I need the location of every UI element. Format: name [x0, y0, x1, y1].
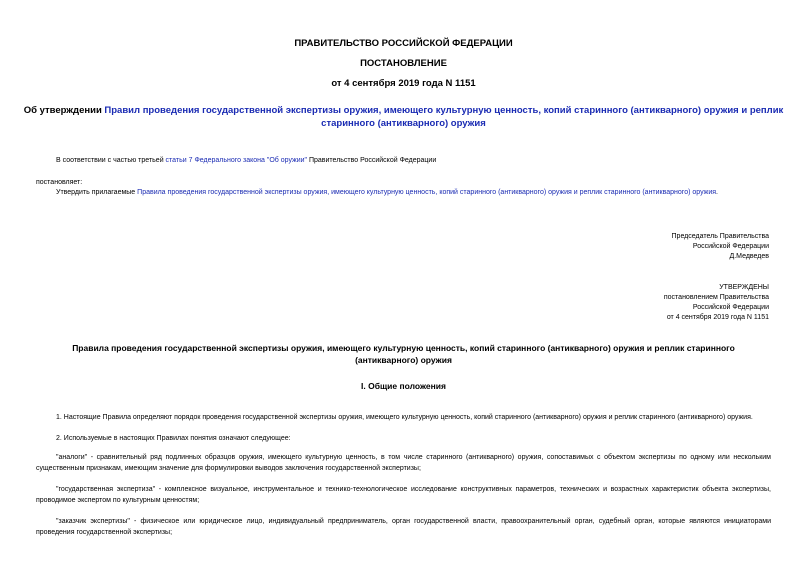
decree-rules-link[interactable]: Правила проведения государственной экспертизы оружия, имеющего культурную ценность, копий старинного (антикварного) оружия и реплик старинного (антикварного) оружия	[137, 189, 717, 196]
title-rules-link-continued[interactable]: старинного (антикварного) оружия	[321, 118, 486, 129]
paragraph-state-expertise: "государственная экспертиза" - комплексное визуальное, инструментальное и технико-технологическое исследование конструктивных параметров, технических и возрастных характеристик объекта экспертизы, проводимое экспертом по культурным ценностям;	[36, 486, 771, 504]
rules-title	[0, 342, 807, 366]
law-article-link[interactable]: статьи 7 Федерального закона "Об оружии"	[165, 157, 308, 164]
decree-text	[56, 188, 718, 198]
paragraph-1: 1. Настоящие Правила определяют порядок проведения государственной экспертизы оружия, имеющего культурную ценность, копий старинного (антикварного) оружия и реплик старинного (антикварного) оружия.	[56, 414, 753, 421]
paragraph-2: 2. Используемые в настоящих Правилах понятия означают следующее:	[56, 435, 291, 442]
decree-suffix: .	[716, 189, 718, 196]
rules-title-line1: Правила проведения государственной экспертизы оружия, имеющего культурную ценность, копий старинного (антикварного) оружия и реплик старинного	[72, 343, 735, 353]
approved-country: Российской Федерации	[692, 304, 769, 311]
approved-block	[664, 283, 769, 323]
decree-label: постановляет:	[36, 179, 83, 186]
approved-date-number: от 4 сентября 2019 года N 1151	[666, 314, 769, 321]
document-title	[0, 104, 807, 130]
title-rules-link[interactable]: Правил проведения государственной экспертизы оружия, имеющего культурную ценность, копий старинного (антикварного) оружия и реплик	[104, 105, 784, 116]
rules-title-line2: (антикварного) оружия	[355, 355, 452, 365]
approved-label: УТВЕРЖДЕНЫ	[719, 284, 769, 291]
preamble-prefix: В соответствии с частью третьей	[56, 157, 166, 164]
signature-block	[672, 232, 769, 262]
document-type: ПОСТАНОВЛЕНИЕ	[360, 58, 447, 69]
decree-prefix: Утвердить прилагаемые	[56, 189, 138, 196]
signature-name: Д.Медведев	[729, 253, 769, 260]
preamble	[56, 156, 436, 166]
document-date-number: от 4 сентября 2019 года N 1151	[331, 78, 476, 89]
title-prefix: Об утверждении	[23, 105, 105, 116]
approved-by: постановлением Правительства	[663, 294, 769, 301]
government-heading: ПРАВИТЕЛЬСТВО РОССИЙСКОЙ ФЕДЕРАЦИИ	[294, 38, 513, 49]
paragraph-analogs: "аналоги" - сравнительный ряд подлинных образцов оружия, имеющего культурную ценность, в том числе старинного (антикварного) оружия, сопоставимых с объектом экспертизы по одному или нескольким существенным признакам, имеющим значение для формулировки выводов заключения государственной экспертизы;	[36, 454, 771, 472]
signature-position: Председатель Правительства	[671, 233, 769, 240]
signature-country: Российской Федерации	[692, 243, 769, 250]
paragraph-customer: "заказчик экспертизы" - физическое или юридическое лицо, индивидуальный предприниматель, орган государственной власти, правоохранительный орган, судебный орган, которые являются инициаторами проведения государственной экспертизы;	[36, 518, 771, 536]
section-1-title: I. Общие положения	[361, 381, 446, 391]
preamble-suffix: Правительство Российской Федерации	[307, 157, 437, 164]
